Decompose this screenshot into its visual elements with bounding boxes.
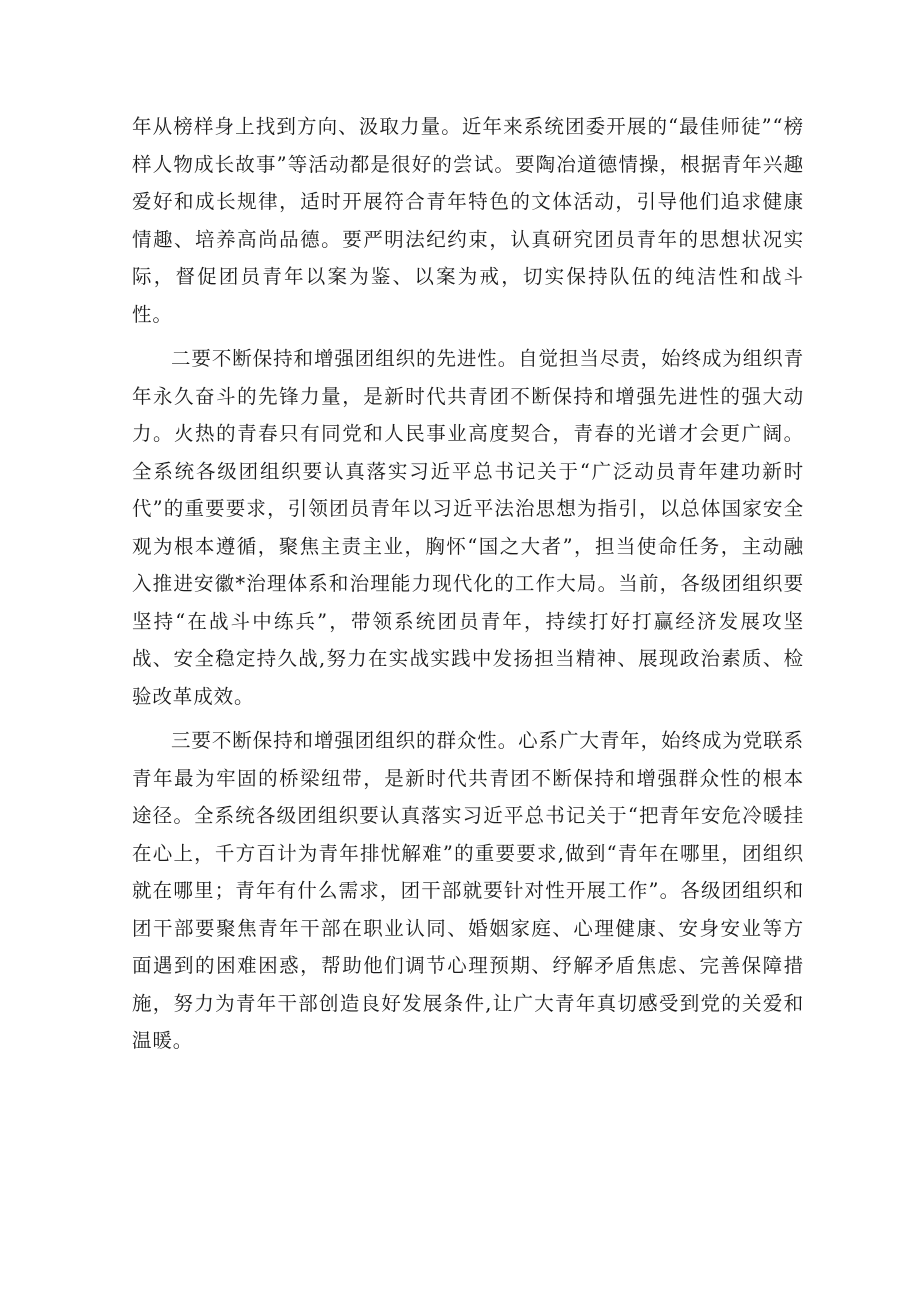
paragraph-mass-character: 三要不断保持和增强团组织的群众性。心系广大青年，始终成为党联系青年最为牢固的桥梁纽带，是新时代共青团不断保持和增强群众性的根本途径。全系统各级团组织要认真落实习近平总书记关于“把青年安危冷暖挂在心上，千方百计为青年排忧解难”的重要要求,做到“青年在哪里，团组织就在哪里；青年有什么需求，团干部就要针对性开展工作”。各级团组织和团干部要聚焦青年干部在职业认同、婚姻家庭、心理健康、安身安业等方面遇到的困难困惑，帮助他们调节心理预期、纾解矛盾焦虑、完善保障措施，努力为青年干部创造良好发展条件,让广大青年真切感受到党的关爱和温暖。 xyxy=(132,729,804,1052)
paragraph-continuation: 年从榜样身上找到方向、汲取力量。近年来系统团委开展的“最佳师徒”“榜样人物成长故事”等活动都是很好的尝试。要陶冶道德情操，根据青年兴趣爱好和成长规律，适时开展符合青年特色的文体活动，引导他们追求健康情趣、培养高尚品德。要严明法纪约束，认真研究团员青年的思想状况实际，督促团员青年以案为鉴、以案为戒，切实保持队伍的纯洁性和战斗性。 xyxy=(132,115,804,326)
document-body xyxy=(132,108,804,1067)
paragraph-advancement: 二要不断保持和增强团组织的先进性。自觉担当尽责，始终成为组织青年永久奋斗的先锋力量，是新时代共青团不断保持和增强先进性的强大动力。火热的青春只有同党和人民事业高度契合，青春的光谱才会更广阔。全系统各级团组织要认真落实习近平总书记关于“广泛动员青年建功新时代”的重要要求，引领团员青年以习近平法治思想为指引，以总体国家安全观为根本遵循，聚焦主责主业，胸怀“国之大者”，担当使命任务，主动融入推进安徽*治理体系和治理能力现代化的工作大局。当前，各级团组织要坚持“在战斗中练兵”，带领系统团员青年，持续打好打赢经济发展攻坚战、安全稳定持久战,努力在实战实践中发扬担当精神、展现政治素质、检验改革成效。 xyxy=(132,347,804,708)
